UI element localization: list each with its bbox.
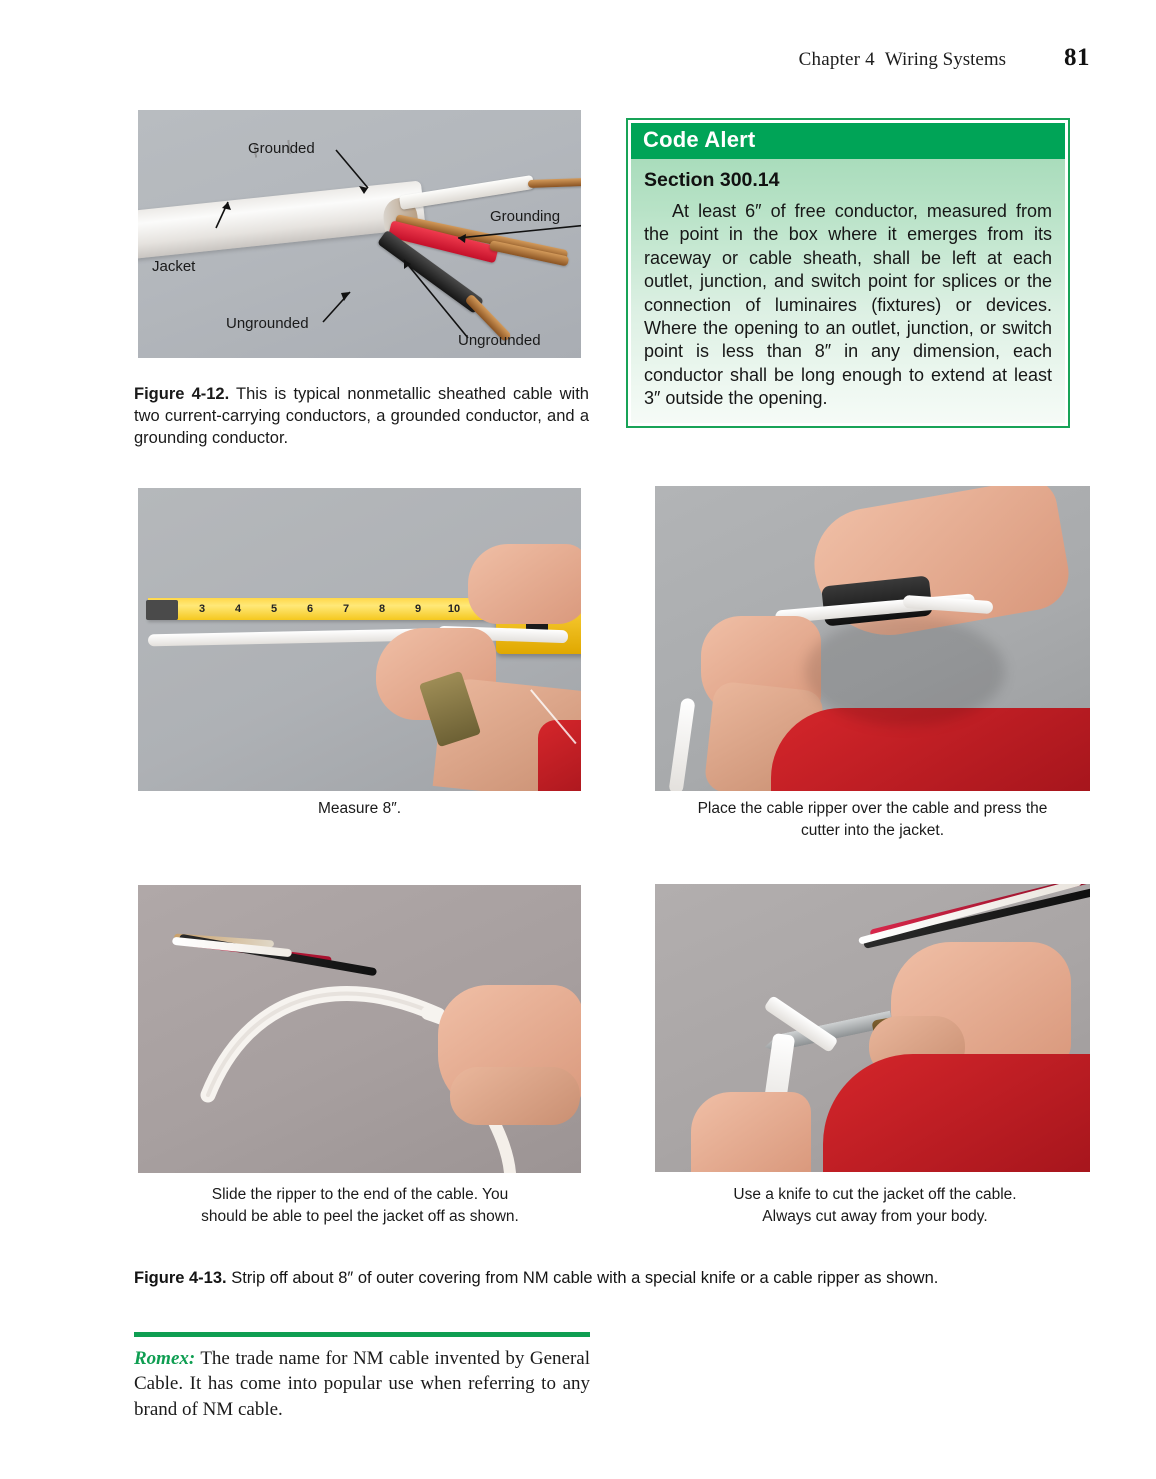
peel-jacket-scene <box>138 885 581 1173</box>
step-3-caption: Slide the ripper to the end of the cable. You should be able to peel the jacket off as shown. <box>201 1186 519 1225</box>
right-hand <box>468 544 581 624</box>
figure-4-13-step-4-photo <box>655 884 1090 1172</box>
cable-ripper-scene <box>655 486 1090 791</box>
step-2-caption: Place the cable ripper over the cable and press the cutter into the jacket. <box>697 800 1048 839</box>
glossary-divider-rule <box>134 1332 590 1337</box>
figure-4-12-caption-label: Figure 4-12. <box>134 385 230 403</box>
step-1-caption: Measure 8″. <box>317 800 402 817</box>
red-shirt <box>823 1054 1090 1172</box>
tape-mark: 4 <box>234 603 242 615</box>
figure-4-12-photo <box>138 110 581 358</box>
knife-cut-scene <box>655 884 1090 1172</box>
running-head-chapter: Chapter 4 <box>798 49 875 70</box>
glossary-definition: The trade name for NM cable invented by General Cable. It has come into popular use when referring to any brand of NM cable. <box>134 1348 590 1420</box>
tape-measure-blade <box>148 598 508 620</box>
tape-measure-hook <box>146 600 178 620</box>
code-alert-heading: Code Alert <box>631 123 1065 159</box>
figure-4-12-caption <box>134 384 589 449</box>
white-conductor <box>858 884 1082 945</box>
code-alert-section: Section 300.14 <box>644 169 780 191</box>
figure-4-13-step-3-photo <box>138 885 581 1173</box>
running-head-title: Wiring Systems <box>884 49 1006 70</box>
measure-8-inches-scene <box>138 488 581 791</box>
code-alert-inner <box>631 123 1065 423</box>
code-alert-text: At least 6″ of free conductor, measured from the point in the box where it emerges from its raceway or cable sheath, shall be left at each outlet, junction, and switch point for splices or the connection of luminaires (fixtures) or devices. Where the opening to an outlet, junction, or switch point is less than 8″ in any dimension, each conductor shall be long enough to extend at least 3″ outside the opening. <box>644 201 1052 409</box>
label-grounding: Grounding <box>490 208 561 225</box>
label-ungrounded-black: Ungrounded <box>226 315 309 332</box>
cast-shadow <box>805 616 1005 726</box>
fingers <box>450 1067 580 1125</box>
running-head <box>130 44 1090 72</box>
glossary-entry <box>134 1346 590 1422</box>
step-4-caption: Use a knife to cut the jacket off the cable. Always cut away from your body. <box>733 1186 1017 1225</box>
code-alert-body <box>631 159 1065 423</box>
figure-4-13-step-1-photo <box>138 488 581 791</box>
left-hand <box>691 1092 811 1172</box>
tape-mark: 9 <box>414 603 422 615</box>
figure-4-12-caption-text: This is typical nonmetallic sheathed cable with two current-carrying conductors, a grounded conductor, and a grounding conductor. <box>134 385 589 447</box>
figure-4-13-step-2-photo <box>655 486 1090 791</box>
label-jacket: Jacket <box>152 258 196 275</box>
nm-cable-hanging <box>668 697 695 791</box>
nm-cable-illustration <box>138 110 581 358</box>
tape-mark: 10 <box>447 603 461 615</box>
label-ungrounded-red: Ungrounded <box>458 332 541 349</box>
tape-mark: 3 <box>198 603 206 615</box>
page-number: 81 <box>1064 44 1090 71</box>
tape-mark: 5 <box>270 603 278 615</box>
black-conductor <box>863 887 1090 949</box>
code-alert-box <box>626 118 1070 428</box>
label-grounded: Grounded <box>248 140 315 157</box>
glossary-term: Romex: <box>134 1348 196 1369</box>
tape-mark: 6 <box>306 603 314 615</box>
tape-measure-marks <box>148 598 508 620</box>
figure-4-13-caption-text: Strip off about 8″ of outer covering from NM cable with a special knife or a cable ripper as shown. <box>226 1269 939 1287</box>
tape-mark: 7 <box>342 603 350 615</box>
figure-4-13-caption <box>134 1268 1084 1289</box>
tape-mark: 8 <box>378 603 386 615</box>
figure-4-13-caption-label: Figure 4-13. <box>134 1269 227 1287</box>
figure-4-12-leader-lines <box>138 110 581 358</box>
